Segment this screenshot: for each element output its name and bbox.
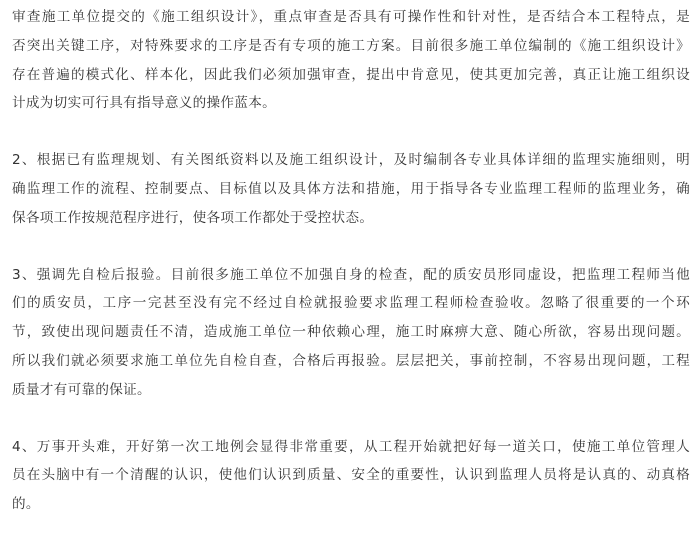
text-line: 的。 [12, 496, 40, 513]
text-line: 质量才有可靠的保证。 [12, 381, 151, 398]
text-line: 节，致使出现问题责任不清，造成施工单位一种依赖心理，施工时麻痹大意、随心所欲，容易出现问题。 [12, 324, 690, 341]
article-body [12, 3, 690, 547]
text-line: 存在普遍的模式化、样本化，因此我们必须加强审查，提出中肯意见，使其更加完善，真正让施工组织设 [12, 66, 690, 83]
text-line: 确监理工作的流程、控制要点、目标值以及具体方法和措施，用于指导各专业监理工程师的监理业务，确 [12, 180, 690, 197]
paragraph-item-4 [12, 433, 690, 519]
text-line: 计成为切实可行具有指导意义的操作蓝本。 [12, 95, 276, 112]
text-line: 们的质安员，工序一完甚至没有完不经过自检就报验要求监理工程师检查验收。忽略了很重要的一个环 [12, 295, 690, 312]
text-line: 4、万事开头难，开好第一次工地例会显得非常重要，从工程开始就把好每一道关口，使施工单位管理人 [12, 438, 690, 455]
text-line: 员在头脑中有一个清醒的认识，使他们认识到质量、安全的重要性，认识到监理人员将是认真的、动真格 [12, 467, 690, 484]
paragraph-item-2 [12, 146, 690, 232]
paragraph-item-3 [12, 261, 690, 405]
text-line: 2、根据已有监理规划、有关图纸资料以及施工组织设计，及时编制各专业具体详细的监理实施细则，明 [12, 152, 690, 169]
text-line: 保各项工作按规范程序进行，使各项工作都处于受控状态。 [12, 209, 374, 226]
text-line: 3、强调先自检后报验。目前很多施工单位不加强自身的检查，配的质安员形同虚设，把监理工程师当他 [12, 266, 690, 283]
text-line: 审查施工单位提交的《施工组织设计》，重点审查是否具有可操作性和针对性，是否结合本工程特点，是 [12, 9, 690, 25]
text-line: 所以我们就必须要求施工单位先自检自查，合格后再报验。层层把关，事前控制，不容易出现问题，工程 [12, 352, 690, 369]
paragraph-design-review [12, 3, 690, 118]
text-line: 否突出关键工序，对特殊要求的工序是否有专项的施工方案。目前很多施工单位编制的《施工组织设计》 [12, 37, 690, 54]
